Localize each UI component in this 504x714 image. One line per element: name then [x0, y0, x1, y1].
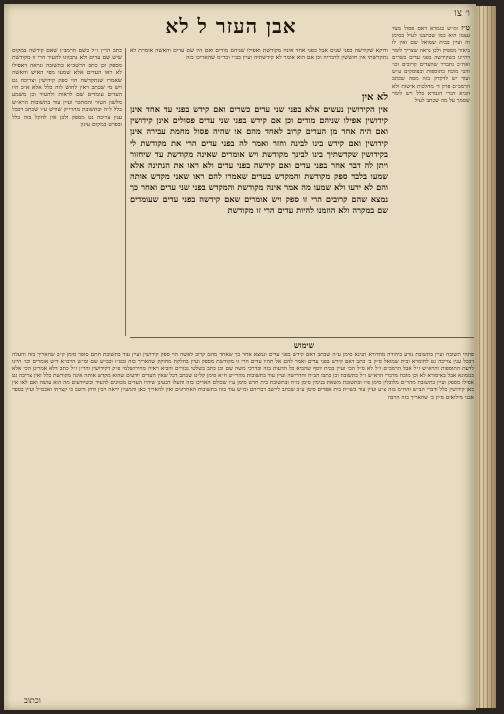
- top-commentary-block: ודוקא שקידשה בפני שנים אבל בפני אחד אינה מקודשת ואפילו שניהם מודים ואם היו שם עדים והאשה אומרת לא נתקדשתי אין חוששין לדבריה וכן אם הוא אומר לא קידשתיה ועיין בב״י ובד״מ שהאריכו בזה: [130, 48, 388, 62]
- book-page: [4, 4, 476, 710]
- catchword: וכתוב: [24, 696, 41, 705]
- commentary-section-heading: שימוש: [293, 340, 315, 350]
- column-rule: [125, 48, 126, 336]
- lower-commentary-block: פתחי תשובה ועיין בתשובת נודע ביהודה מהדורא תנינא סימן ע״ה שכתב דאם קידש בפני עדים ונמצא אחר כך שאחד מהם קרוב לאשה הוי ספק קידושין ועיין עוד בתשובת חתם סופר סימן ק״ב שהאריך בזה והעלה דבכל ענין צריכה גט לחומרא ובית שמואל ס״ק ב׳ כתב דאם קידש בפני עדים ואמר להם אל תהיו עדים הרי זו מקודשת מספק ועיין בחלקת מחוקק שהאריך בזה ובט״ז ובב״ש שם ומ״ש הרמ״א דיש אומרים וכו׳ היינו לדעת התוספות והרא״ש ז״ל אבל הרמב״ם ז״ל לא ס״ל הכי ועיין בבית יוסף שהביא כל הדעות בזה ובדרכי משה שם וכן כתב בשלטי גבורים והביא ראיה מהירושלמי פ״ק דקידושין והר״ן ז״ל כתב דלא אמרינן הכי אלא בממונא אבל באיסורא לא וכן מוכח מדברי הרא״ש ז״ל בתשובה וכן כתבו הב״ח והדרישה ועיין עוד בתשובות מהרי״ט ח״א סימן קל״ט שכתב דכל שאין העדים יודעים שהוא מקדש אותה אינה מקודשת כלל ואין צריכה גט אפילו מספק ועיין בתשובת מהר״ם מלובלין סימן פ״ו ובתשובת משאת בנימין סימן מ״ח ובתשובת בית חדש סימן ע״ו שכולם האריכו בזה והעלו דבעינן שיהיו העדים מכוונים להעיד וכשיודעים מה הוא עושה ואם לאו אין כאן קידושין כלל ודברי הב״ש והח״מ בזה צ״ע ועיין עוד בשו״ת בית אפרים סימן ע״ב שכתב ליישב דבריהם ומ״ש עוד בזה בתשובות האחרונים ואין להאריך כאן והמעיין יראה ויבין ודוק היטב כי קצרתי ואכמ״ל ועיין בספר אבני מילואים ס״ק ב׳ שהאריך בזה הרבה: [12, 352, 474, 401]
- main-text-block: אין הקידושין נעשים אלא בפני שני עדים כשרים ואם קידש בפני עד אחד אינן קידושין אפילו שניהם מודים וכן אם קידש בפני שני עדים פסולים אינן קידושין ואם היה אחד מן העדים קרוב לאחד מהם או שהיה פסול מחמת עבירה אינן קידושין ואם קידש בינו לבינה וחזר ואמר לה בפני עדים הרי את מקודשת לי בקידושין שקדשתיך בינו לבינך מקודשת ויש אומרים שאינה מקודשת עד שיחזור ויתן לה דבר אחר בפני עדים ואם קידשה בפני עדים ולא ראו את הנתינה אלא שמעו בלבד ספק מקודשת והמקדש בעדים שאמרו להם ראו שאני מקדש אותה והם לא ידעו ולא שמעו מה אמר אינה מקודשת והמקדש בפני שני עדים ואחר כך נמצא שהם קרובים הרי זו ספק ויש אומרים שאם קידשה בפני עדים שעומדים שם במקרה ולא הוזמנו להיות עדים הרי זו מקודשת: [130, 104, 388, 215]
- book-page-edges: [476, 6, 496, 708]
- margin-text: ומ״ש בגמרא דאם פסול מצד עצמו הוא כמו שכתבנו לעיל בסימן זה ועיין בבית שמואל שם ואין לו ביאור מספיק ולכן נראה שצריך לומר דהיינו כשקידשה בפני עדים כשרים ואח״כ נתברר שהעדים קרובים וכו׳ והכי מוכח בתוספות ובפוסקים ע״ש ועוד יש לדקדק בזה ממה שכתב הרמב״ם פרק ד׳ מהלכות אישות ולא הביא דברי הגמרא כלל ויש לומר שסמך על מה שכתב לעיל: [392, 26, 470, 105]
- running-head: אבן העזר ל לא: [165, 14, 297, 38]
- main-text-heading: לא אין: [361, 92, 388, 103]
- section-divider: [130, 337, 474, 338]
- margin-label: ט״ז: [461, 24, 470, 32]
- left-commentary-column: כתב הר״ן ז״ל בשם הרמב״ן שאם קידשה במקום שיש שם עדים ולא נתכוונו להעיד הרי זו מקודשת מספק וכן כתב הרשב״א בתשובה ונראה דאפילו לא ראו העדים אלא שמעו מפי האיש והאשה שאמרו שנתקדשה הוי ספק קידושין וצריכה גט ויש מי שכתב דאין לחוש לזה כלל אלא א״כ היו העדים עומדים שם לראות ולהעיד וכן משמע מלשון הטור והמחבר ועיין עוד בתשובות הרא״ש כלל ל״ה ובתשובת מהרי״ק שורש ע״ו שכתב דבכל ענין צריכה גט מספק ולכן אין להקל בזה כלל ובפרט במקום עיגון: [12, 48, 122, 129]
- folio-number: ו׳ צו: [454, 8, 470, 19]
